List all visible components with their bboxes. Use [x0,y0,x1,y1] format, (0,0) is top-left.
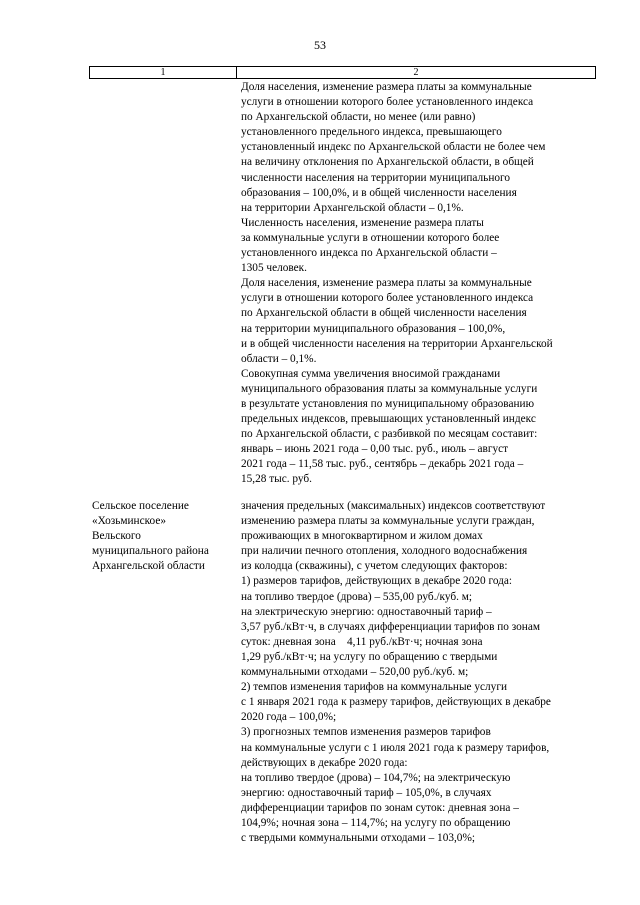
text-line: на топливо твердое (дрова) – 535,00 руб./куб. м; [241,590,473,603]
text-line: на величину отклонения по Архангельской области, в общей [241,156,534,169]
text-line: на территории муниципального образования – 100,0%, [241,322,506,335]
text-line: из колодца (скважины), с учетом следующих факторов: [241,560,508,573]
text-line: «Хозьминское» [92,515,166,528]
text-line: 2) темпов изменения тарифов на коммунальные услуги [241,681,508,694]
text-line: и в общей численности населения на территории Архангельской [241,337,553,350]
text-line: Сельское поселение [92,500,189,512]
text-line: 2020 года – 100,0%; [241,711,337,724]
text-line: Вельского [92,530,141,543]
text-line: образования – 100,0%, и в общей численности населения [241,186,517,199]
text-line: 2021 года – 11,58 тыс. руб., сентябрь – декабрь 2021 года – [241,458,524,471]
text-line: Совокупная сумма увеличения вносимой гражданами [241,367,501,380]
text-line: в результате установления по муниципальному образованию [241,397,535,410]
text-line: 15,28 тыс. руб. [241,473,313,486]
text-line: по Архангельской области, но менее (или равно) [241,111,476,124]
text-line: 3) прогнозных темпов изменения размеров тарифов [241,726,491,739]
text-line: 104,9%; ночная зона – 114,7%; на услугу по обращению [241,816,511,829]
text-line: на топливо твердое (дрова) – 104,7%; на электрическую [241,771,511,784]
text-line: с 1 января 2021 года к размеру тарифов, действующих в декабре [241,696,551,709]
block1-text [241,80,553,488]
text-line: изменению размера платы за коммунальные услуги граждан, [241,515,535,528]
text-line: действующих в декабре 2020 года: [241,756,408,769]
text-line: области – 0,1%. [241,352,317,365]
text-line: Доля населения, изменение размера платы за коммунальные [241,81,532,93]
text-line: Численность населения, изменение размера платы [241,216,484,229]
text-line: по Архангельской области в общей численности населения [241,307,527,320]
text-line: установленного предельного индекса, превышающего [241,126,502,139]
text-line: коммунальными отходами – 520,00 руб./куб. м; [241,666,469,679]
text-line: муниципального района [92,545,209,558]
text-line: на коммунальные услуги с 1 июля 2021 года к размеру тарифов, [241,741,550,754]
text-line: Архангельской области [92,560,205,573]
municipality-name [92,499,209,574]
text-line: энергию: одноставочный тариф – 105,0%, в случаях [241,786,492,799]
text-line: по Архангельской области, с разбивкой по месяцам составит: [241,428,538,441]
table-header-col1: 1 [90,67,237,78]
text-line: значения предельных (максимальных) индексов соответствуют [241,500,546,512]
page-number: 53 [314,38,326,52]
text-line: январь – июнь 2021 года – 0,00 тыс. руб., июль – август [241,443,509,456]
text-line: установленного индекса по Архангельской области – [241,247,497,260]
text-line: численности населения на территории муниципального [241,171,511,184]
text-line: с твердыми коммунальными отходами – 103,0%; [241,832,476,845]
text-line: на электрическую энергию: одноставочный тариф – [241,605,492,618]
table-header-col2: 2 [413,67,419,78]
block2-text [241,499,551,846]
text-line: суток: дневная зона 4,11 руб./кВт·ч; ночная зона [241,635,483,648]
text-line: предельных индексов, превышающих установленный индекс [241,413,536,426]
text-line: установленный индекс по Архангельской области не более чем [241,141,546,154]
text-line: за коммунальные услуги в отношении которого более [241,231,500,244]
text-line: услуги в отношении которого более установленного индекса [241,96,534,109]
table-header-row [89,66,596,79]
text-line: услуги в отношении которого более установленного индекса [241,292,534,305]
text-line: муниципального образования платы за коммунальные услуги [241,382,538,395]
text-line: дифференциации тарифов по зонам суток: дневная зона – [241,801,519,814]
text-line: 1305 человек. [241,262,307,275]
text-line: 1) размеров тарифов, действующих в декабре 2020 года: [241,575,513,588]
text-line: 1,29 руб./кВт·ч; на услугу по обращению с твердыми [241,650,498,663]
text-line: Доля населения, изменение размера платы за коммунальные [241,277,532,290]
text-line: при наличии печного отопления, холодного водоснабжения [241,545,528,558]
text-line: проживающих в многоквартирном и жилом домах [241,530,483,543]
text-line: 3,57 руб./кВт·ч, в случаях дифференциации тарифов по зонам [241,620,541,633]
text-line: на территории Архангельской области – 0,1%. [241,201,464,214]
